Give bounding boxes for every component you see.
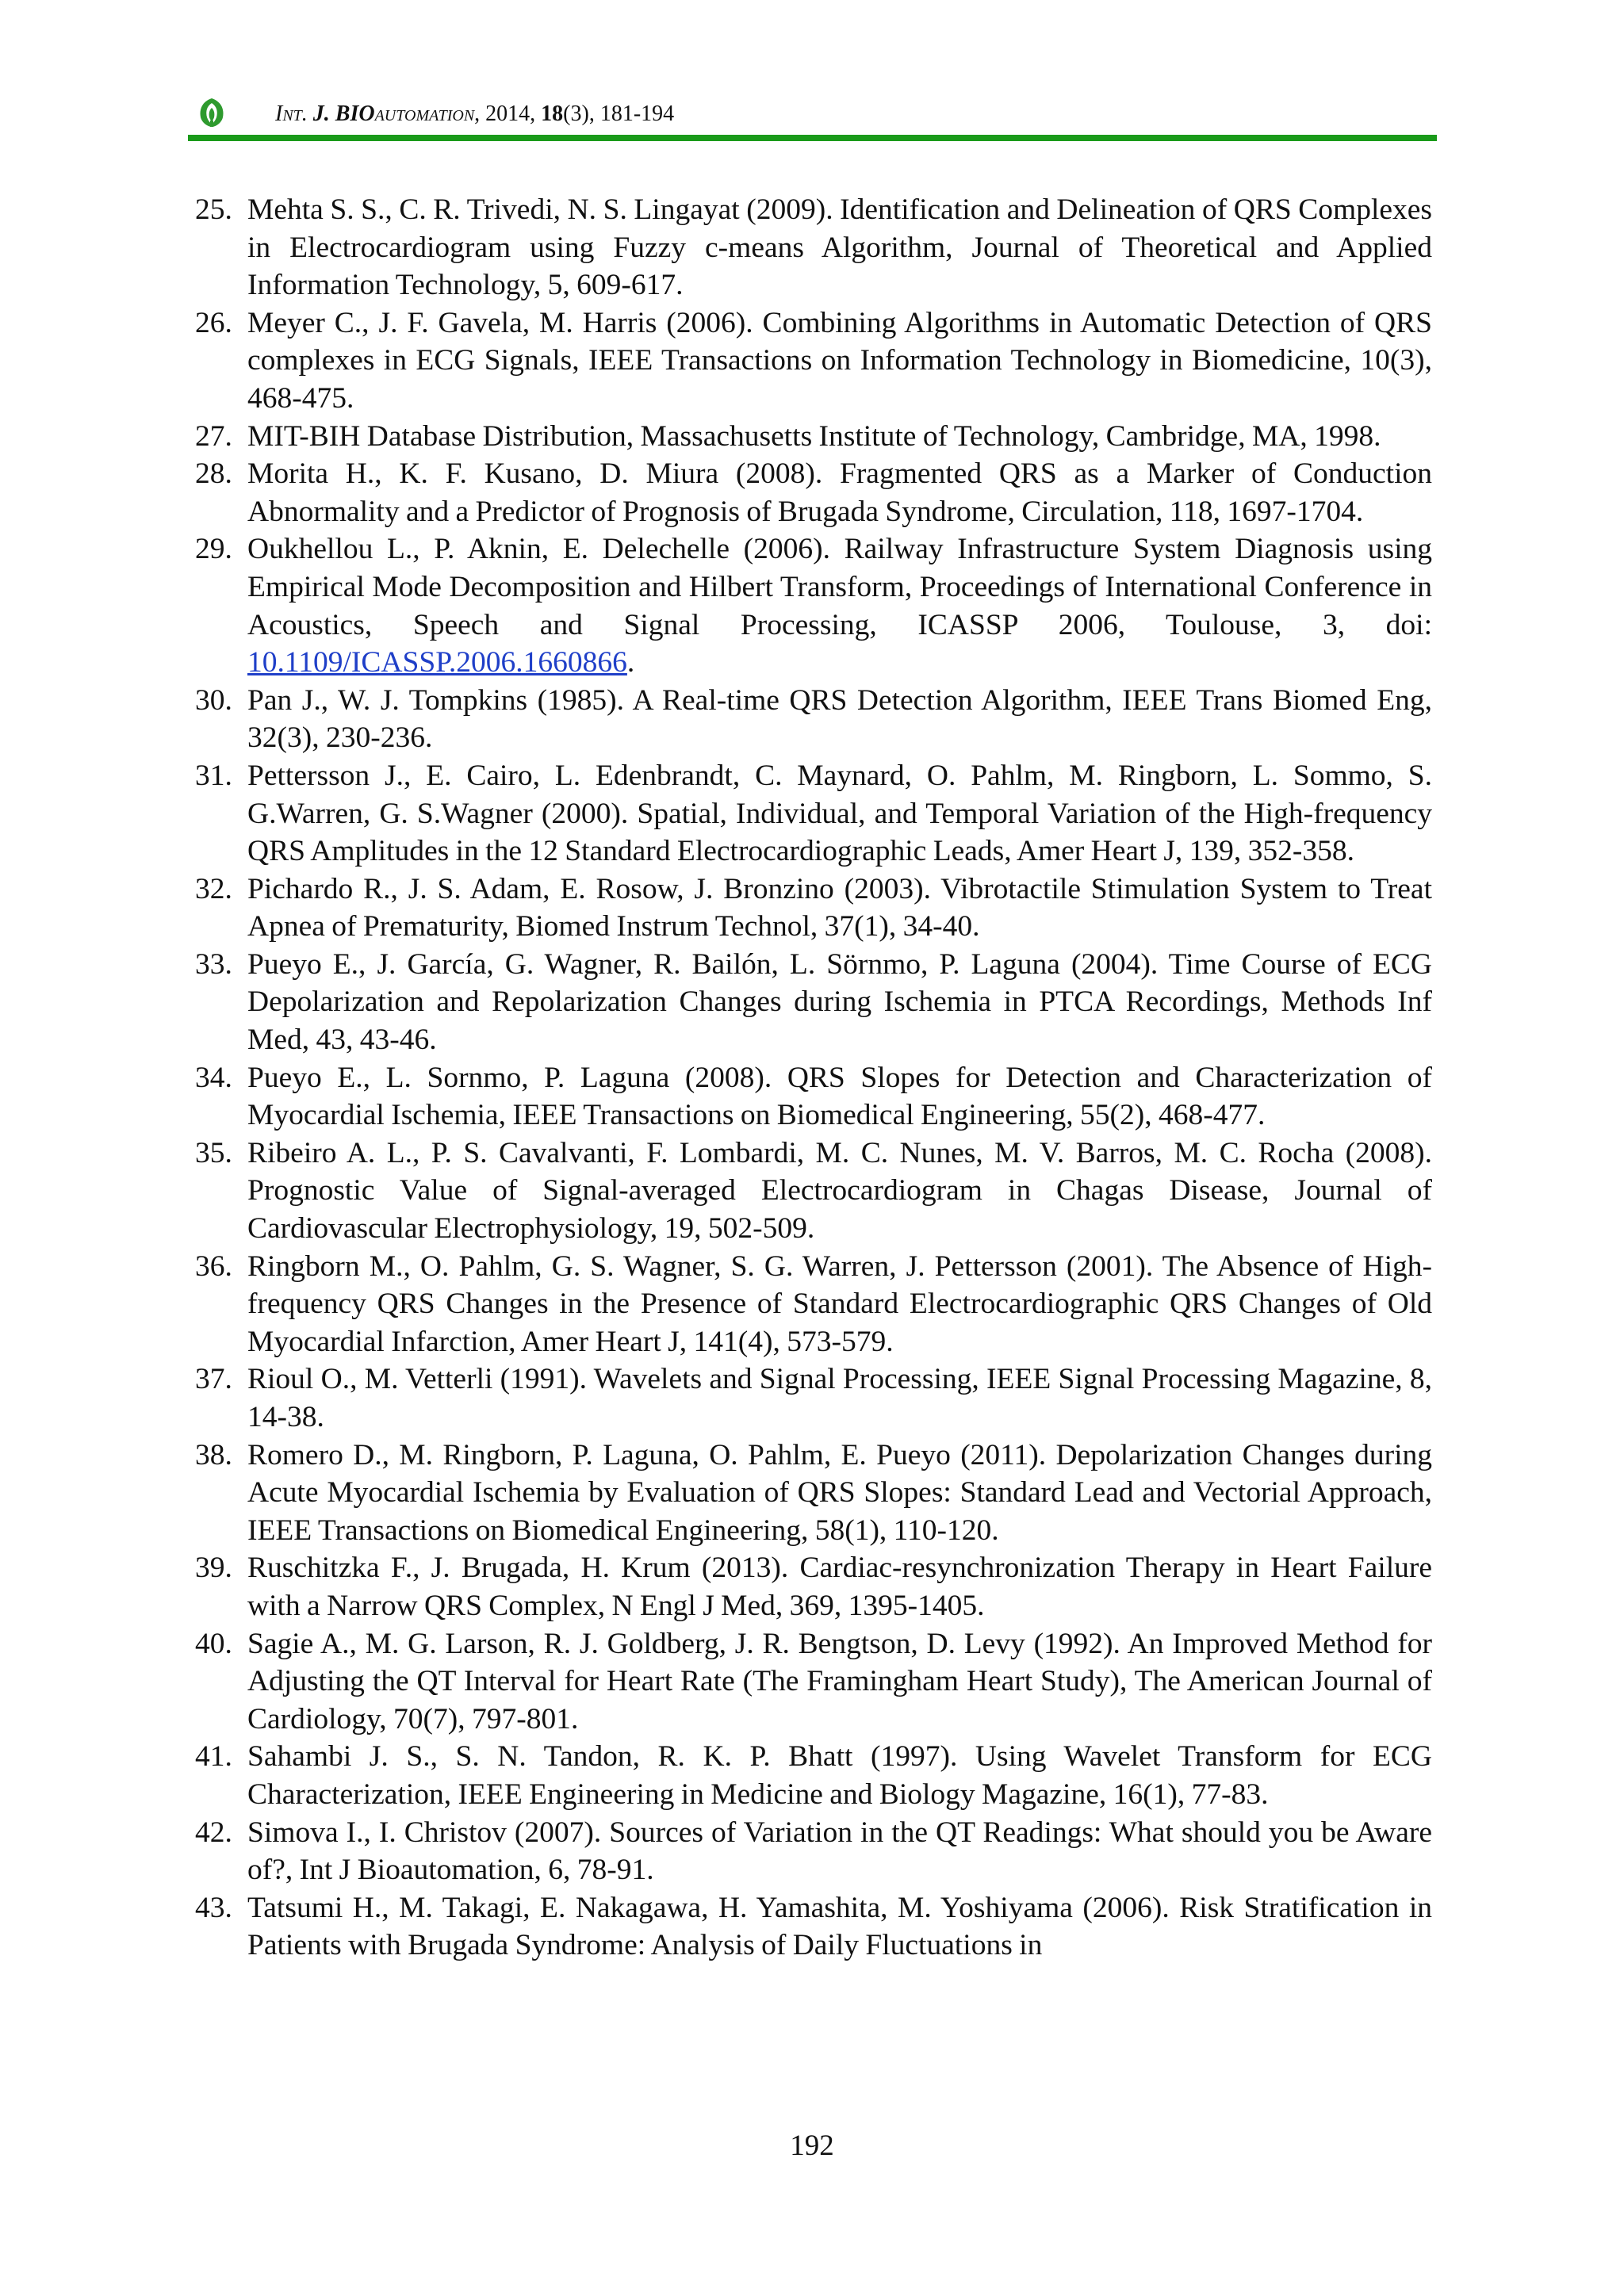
- doi-link[interactable]: 10.1109/ICASSP.2006.1660866: [247, 646, 627, 679]
- reference-number: 34.: [195, 1061, 232, 1094]
- reference-item: [195, 1549, 1432, 1624]
- reference-number: 43.: [195, 1891, 232, 1924]
- reference-item: [195, 455, 1432, 530]
- reference-text: Pettersson J., E. Cairo, L. Edenbrandt, C. Maynard, O. Pahlm, M. Ringborn, L. Sommo, S. G.Warren, G. S.Wagner (2000). Spatial, Individual, and Temporal Variation of the High-frequency QRS Amplitudes in the 12 Standard Electrocardiographic Leads, Amer Heart J, 139, 352-358.: [247, 759, 1432, 868]
- reference-number: 31.: [195, 759, 232, 792]
- running-header: [188, 94, 1437, 141]
- journal-j: J.: [312, 101, 330, 126]
- reference-text: Tatsumi H., M. Takagi, E. Nakagawa, H. Yamashita, M. Yoshiyama (2006). Risk Stratification in Patients with Brugada Syndrome: Analysis of Daily Fluctuations in: [247, 1891, 1432, 1962]
- journal-int: Int.: [275, 101, 308, 126]
- reference-item: [195, 1889, 1432, 1965]
- reference-item: [195, 1625, 1432, 1739]
- reference-number: 26.: [195, 306, 232, 339]
- reference-item: [195, 418, 1432, 456]
- reference-text: Mehta S. S., C. R. Trivedi, N. S. Lingayat (2009). Identification and Delineation of QRS Complexes in Electrocardiogram using Fuzzy c-means Algorithm, Journal of Theoretical and Applied Information Technology, 5, 609-617.: [247, 193, 1432, 302]
- reference-item: [195, 946, 1432, 1059]
- reference-text: Simova I., I. Christov (2007). Sources of Variation in the QT Readings: What should you be Aware of?, Int J Bioautomation, 6, 78-91.: [247, 1816, 1432, 1887]
- reference-number: 41.: [195, 1740, 232, 1774]
- reference-item: [195, 530, 1432, 681]
- reference-text: Pueyo E., J. García, G. Wagner, R. Bailón, L. Sörnmo, P. Laguna (2004). Time Course of ECG Depolarization and Repolarization Changes during Ischemia in PTCA Recordings, Methods Inf Med, 43, 43-46.: [247, 947, 1432, 1057]
- reference-text: Rioul O., M. Vetterli (1991). Wavelets and Signal Processing, IEEE Signal Processing Magazine, 8, 14-38.: [247, 1363, 1432, 1433]
- reference-text: Ruschitzka F., J. Brugada, H. Krum (2013). Cardiac-resynchronization Therapy in Heart Failure with a Narrow QRS Complex, N Engl J Med, 369, 1395-1405.: [247, 1552, 1432, 1622]
- reference-text: Pichardo R., J. S. Adam, E. Rosow, J. Bronzino (2003). Vibrotactile Stimulation System to Treat Apnea of Prematurity, Biomed Instrum Technol, 37(1), 34-40.: [247, 872, 1432, 943]
- header-rule: [188, 135, 1437, 141]
- reference-item: [195, 757, 1432, 871]
- reference-item: [195, 191, 1432, 304]
- reference-list: [195, 191, 1432, 1965]
- page-number: 192: [790, 2130, 834, 2162]
- reference-number: 27.: [195, 419, 232, 453]
- journal-leaf-logo-icon: [197, 97, 226, 128]
- reference-text: Meyer C., J. F. Gavela, M. Harris (2006). Combining Algorithms in Automatic Detection of QRS complexes in ECG Signals, IEEE Transactions on Information Technology in Biomedicine, 10(3), 468-475.: [247, 306, 1432, 415]
- reference-item: [195, 1135, 1432, 1248]
- reference-item: [195, 1437, 1432, 1550]
- reference-number: 38.: [195, 1438, 232, 1471]
- reference-text: MIT-BIH Database Distribution, Massachusetts Institute of Technology, Cambridge, MA, 1998.: [247, 419, 1381, 453]
- reference-text: Morita H., K. F. Kusano, D. Miura (2008). Fragmented QRS as a Marker of Conduction Abnormality and a Predictor of Prognosis of Brugada Syndrome, Circulation, 118, 1697-1704.: [247, 457, 1432, 528]
- reference-text: Pan J., W. J. Tompkins (1985). A Real-time QRS Detection Algorithm, IEEE Trans Biomed Eng, 32(3), 230-236.: [247, 683, 1432, 755]
- reference-item: [195, 1360, 1432, 1436]
- reference-number: 39.: [195, 1552, 232, 1585]
- journal-issue-pages: (3), 181-194: [563, 101, 675, 126]
- reference-number: 35.: [195, 1136, 232, 1169]
- journal-bio: BIO: [335, 101, 375, 126]
- reference-item: [195, 871, 1432, 946]
- reference-text: Pueyo E., L. Sornmo, P. Laguna (2008). QRS Slopes for Detection and Characterization of Myocardial Ischemia, IEEE Transactions on Biomedical Engineering, 55(2), 468-477.: [247, 1061, 1432, 1132]
- reference-text: Sahambi J. S., S. N. Tandon, R. K. P. Bhatt (1997). Using Wavelet Transform for ECG Characterization, IEEE Engineering in Medicine and Biology Magazine, 16(1), 77-83.: [247, 1740, 1432, 1811]
- reference-number: 30.: [195, 683, 232, 717]
- journal-year: , 2014,: [474, 101, 542, 126]
- reference-number: 40.: [195, 1627, 232, 1660]
- reference-text: Ribeiro A. L., P. S. Cavalvanti, F. Lombardi, M. C. Nunes, M. V. Barros, M. C. Rocha (2008). Prognostic Value of Signal-averaged Electrocardiogram in Chagas Disease, Journal of Cardiovascular Electrophysiology, 19, 502-509.: [247, 1136, 1432, 1246]
- journal-automation: automation: [374, 101, 475, 126]
- reference-text: Ringborn M., O. Pahlm, G. S. Wagner, S. G. Warren, J. Pettersson (2001). The Absence of High-frequency QRS Changes in the Presence of Standard Electrocardiographic QRS Changes of Old Myocardial Infarction, Amer Heart J, 141(4), 573-579.: [247, 1249, 1432, 1358]
- reference-number: 36.: [195, 1249, 232, 1283]
- reference-text: Oukhellou L., P. Aknin, E. Delechelle (2006). Railway Infrastructure System Diagnosis using Empirical Mode Decomposition and Hilbert Transform, Proceedings of International Conference in Acoustics, Speech and Signal Processing, ICASSP 2006, Toulouse, 3, doi:: [247, 533, 1432, 641]
- reference-text-end: .: [626, 646, 635, 679]
- reference-item: [195, 1248, 1432, 1361]
- reference-number: 29.: [195, 533, 232, 566]
- reference-text: Romero D., M. Ringborn, P. Laguna, O. Pahlm, E. Pueyo (2011). Depolarization Changes during Acute Myocardial Ischemia by Evaluation of QRS Slopes: Standard Lead and Vectorial Approach, IEEE Transactions on Biomedical Engineering, 58(1), 110-120.: [247, 1438, 1432, 1547]
- reference-number: 25.: [195, 193, 232, 226]
- reference-number: 32.: [195, 872, 232, 905]
- reference-text: Sagie A., M. G. Larson, R. J. Goldberg, J. R. Bengtson, D. Levy (1992). An Improved Method for Adjusting the QT Interval for Heart Rate (The Framingham Heart Study), The American Journal of Cardiology, 70(7), 797-801.: [247, 1627, 1432, 1735]
- journal-volume: 18: [541, 101, 564, 126]
- reference-number: 42.: [195, 1816, 232, 1849]
- reference-item: [195, 682, 1432, 757]
- reference-item: [195, 304, 1432, 418]
- journal-citation: [275, 100, 674, 128]
- reference-item: [195, 1814, 1432, 1889]
- reference-number: 33.: [195, 947, 232, 981]
- reference-number: 37.: [195, 1363, 232, 1396]
- reference-number: 28.: [195, 457, 232, 491]
- reference-item: [195, 1738, 1432, 1813]
- reference-item: [195, 1059, 1432, 1135]
